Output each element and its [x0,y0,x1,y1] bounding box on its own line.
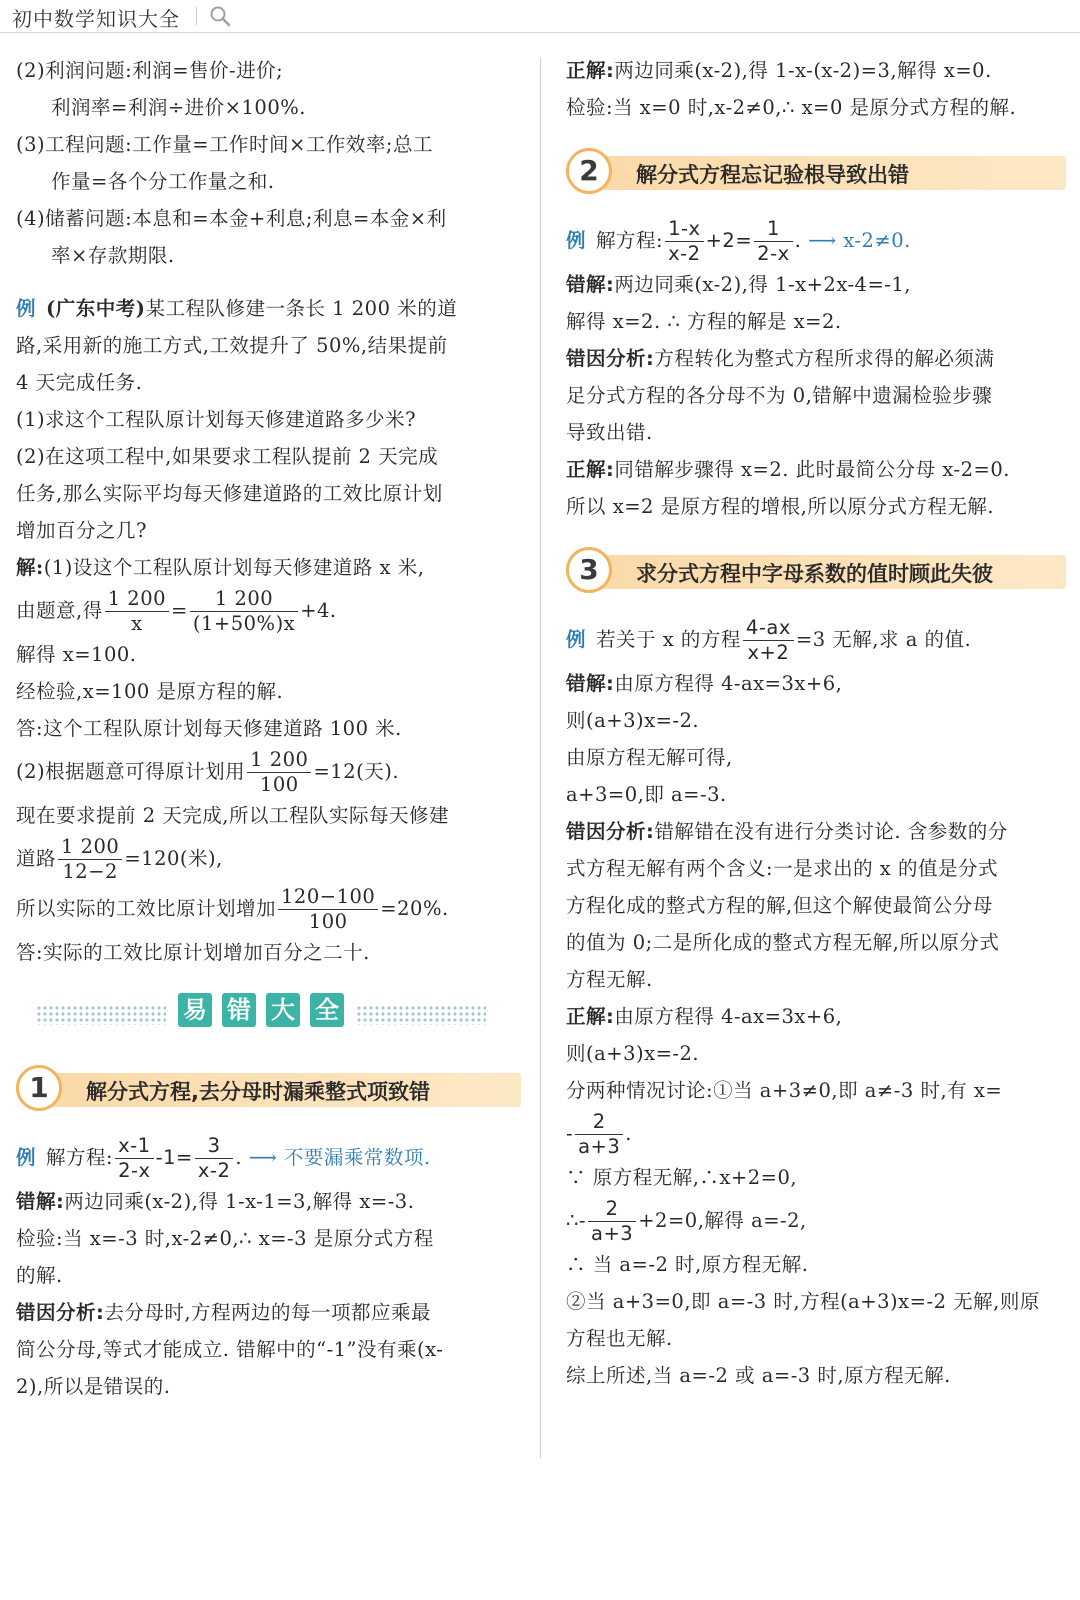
example-prefix: 若关于 x 的方程 [596,628,741,651]
error1-reason-1 [16,1294,521,1331]
banner-title: 解分式方程忘记验根导致出错 [636,163,909,187]
equation-1-suffix: +4. [300,599,337,622]
error-banner-3 [566,547,1066,595]
equation-end: . [794,229,802,252]
question-2a: (2)在这项工程中,如果要求工程队提前 2 天完成 [16,445,439,468]
heading-char: 大 [266,993,300,1027]
fraction-denominator: 100 [308,910,348,933]
solution-text-1: (1)设这个工程队原计划每天修建道路 x 米, [43,556,425,579]
fraction-numerator: 1 [754,217,792,242]
fraction [195,1134,233,1183]
error1-correct [566,52,1066,89]
fraction [115,1134,153,1183]
part2-line-3 [16,834,521,884]
equation-end: . [625,1122,632,1145]
savings-line-2: 率×存款期限. [51,244,175,267]
equation-end: . [235,1146,243,1169]
heading-char: 易 [178,993,212,1027]
fraction [588,1197,636,1246]
correct-label: 正解: [566,59,615,82]
error1-check-2: 的解. [16,1264,63,1287]
therefore-minus: ∴- [566,1209,586,1232]
correct-label: 正解: [566,1005,615,1028]
fraction [105,587,169,636]
column-divider [540,58,541,1458]
fraction-numerator: 1 200 [105,587,169,612]
search-icon[interactable] [208,4,234,28]
part2c-prefix: 道路 [16,847,57,870]
fraction-numerator: 1 200 [247,748,311,773]
error2-wrong-1 [566,266,1066,303]
fraction [665,217,703,266]
part2-line-4 [16,884,521,934]
fraction-denominator: a+3 [591,1222,634,1245]
profit-line-2: 利润率=利润÷进价×100%. [51,96,306,119]
fraction-numerator: 2 [575,1110,623,1135]
error3-wrong-3: 由原方程无解可得, [566,746,733,769]
fraction-numerator: 3 [195,1134,233,1159]
example-prefix: 解方程: [596,229,664,252]
wrong-text: 两边同乘(x-2),得 1-x+2x-4=-1, [614,273,911,296]
error-banner-2 [566,148,1066,196]
dots-decoration-right [356,1005,486,1025]
fraction-denominator: x+2 [747,641,790,664]
error2-reason-1 [566,340,1066,377]
equals-sign: = [171,599,188,622]
wrong-label: 错解: [566,273,615,296]
banner-number: 2 [566,148,612,194]
wrong-text: 两边同乘(x-2),得 1-x-1=3,解得 x=-3. [64,1190,415,1213]
error3-example [566,615,1066,665]
error3-correct-8b: 方程也无解. [566,1327,673,1350]
fraction [58,835,122,884]
example-text-3: 4 天完成任务. [16,371,143,394]
question-1: (1)求这个工程队原计划每天修建道路多少米? [16,408,417,431]
question-2c: 增加百分之几? [16,519,147,542]
fraction [278,885,378,934]
question-2b: 任务,那么实际平均每天修建道路的工效比原计划 [16,482,443,505]
fraction [247,748,311,797]
part2-suffix: =12(天). [313,760,400,783]
fraction-denominator: (1+50%)x [192,612,296,635]
title-separator [196,7,197,25]
annotation-note: ⟶ x-2≠0. [808,229,911,252]
error1-check-1: 检验:当 x=-3 时,x-2≠0,∴ x=-3 是原分式方程 [16,1227,434,1250]
correct-text: 由原方程得 4-ax=3x+6, [614,1005,843,1028]
engineering-line-2: 作量=各个分工作量之和. [51,170,275,193]
equation-suffix: +2=0,解得 a=-2, [638,1209,807,1232]
fraction [743,616,794,665]
fraction-numerator: 1 200 [58,835,122,860]
fraction-numerator: 1 200 [190,587,298,612]
equation-1 [16,586,521,636]
right-column [566,52,1066,1394]
error3-correct-5: ∵ 原方程无解,∴x+2=0, [566,1166,798,1189]
section-heading-yicuo [16,989,521,1043]
equation-middle: +2= [705,229,753,252]
reason-text: 错解错在没有进行分类讨论. 含参数的分 [654,820,1008,843]
error2-correct-2: 所以 x=2 是原方程的增根,所以原分式方程无解. [566,495,995,518]
fraction [754,217,792,266]
dots-decoration-left [36,1005,166,1025]
left-column [16,52,521,1405]
part2-prefix: (2)根据题意可得原计划用 [16,760,246,783]
error1-reason-3: 2),所以是错误的. [16,1375,171,1398]
equation-1-prefix: 由题意,得 [16,599,103,622]
example-intro [16,290,521,327]
solution-line-4: 经检验,x=100 是原方程的解. [16,680,284,703]
example-label: 例 [566,628,587,651]
error3-reason-4: 的值为 0;二是所化成的整式方程无解,所以原分式 [566,931,1000,954]
fraction-numerator: 2 [588,1197,636,1222]
correct-label: 正解: [566,458,615,481]
profit-line-1: (2)利润问题:利润=售价-进价; [16,59,284,82]
fraction-numerator: 4-ax [743,616,794,641]
error3-correct-6 [566,1196,1066,1246]
part2-answer: 答:实际的工效比原计划增加百分之二十. [16,941,370,964]
error3-reason-1 [566,813,1066,850]
error1-correct-check: 检验:当 x=0 时,x-2≠0,∴ x=0 是原分式方程的解. [566,96,1017,119]
fraction-numerator: 1-x [665,217,703,242]
fraction-denominator: 12−2 [62,860,118,883]
error3-correct-7: ∴ 当 a=-2 时,原方程无解. [566,1253,809,1276]
example-prefix: 解方程: [46,1146,114,1169]
error1-example [16,1133,521,1183]
error3-correct-1 [566,998,1066,1035]
example-source: (广东中考) [46,297,146,320]
banner-number: 3 [566,547,612,593]
error3-correct-8a: ②当 a+3=0,即 a=-3 时,方程(a+3)x=-2 无解,则原 [566,1290,1040,1313]
savings-line-1: (4)储蓄问题:本息和=本金+利息;利息=本金×利 [16,207,447,230]
section-heading-chars [173,993,349,1027]
error2-reason-3: 导致出错. [566,421,653,444]
reason-label: 错因分析: [566,820,655,843]
example-text-1: 某工程队修建一条长 1 200 米的道 [145,297,458,320]
solution-line-3: 解得 x=100. [16,643,137,666]
error2-wrong-2: 解得 x=2. ∴ 方程的解是 x=2. [566,310,842,333]
error3-conclusion: 综上所述,当 a=-2 或 a=-3 时,原方程无解. [566,1364,951,1387]
error2-reason-2: 足分式方程的各分母不为 0,错解中遗漏检验步骤 [566,384,993,407]
error3-reason-3: 方程化成的整式方程的解,但这个解使最简公分母 [566,894,993,917]
correct-text: 同错解步骤得 x=2. 此时最简公分母 x-2=0. [614,458,1010,481]
example-suffix: =3 无解,求 a 的值. [795,628,972,651]
part2-line-1 [16,747,521,797]
error3-wrong-1 [566,665,1066,702]
fraction-denominator: x-2 [668,242,701,265]
fraction [575,1110,623,1159]
error3-reason-2: 式方程无解有两个含义:一是求出的 x 的值是分式 [566,857,998,880]
error3-correct-3: 分两种情况讨论:①当 a+3≠0,即 a≠-3 时,有 x= [566,1079,1003,1102]
fraction-denominator: 100 [259,773,299,796]
engineering-line-1: (3)工程问题:工作量=工作时间×工作效率;总工 [16,133,433,156]
error3-reason-5: 方程无解. [566,968,653,991]
reason-text: 方程转化为整式方程所求得的解必须满 [654,347,995,370]
fraction-denominator: x [131,612,143,635]
fraction-numerator: x-1 [115,1134,153,1159]
part2d-suffix: =20%. [380,897,449,920]
heading-char: 全 [310,993,344,1027]
fraction-denominator: x-2 [197,1159,231,1182]
error2-correct-1 [566,451,1066,488]
reason-label: 错因分析: [16,1301,105,1324]
equation-middle: -1= [155,1146,193,1169]
fraction-denominator: 2-x [118,1159,151,1182]
heading-char: 错 [222,993,256,1027]
fraction-denominator: a+3 [578,1135,621,1158]
error3-correct-2: 则(a+3)x=-2. [566,1042,700,1065]
example-label: 例 [16,297,37,320]
example-label: 例 [16,1146,37,1169]
banner-title: 求分式方程中字母系数的值时顾此失彼 [636,562,993,586]
error2-example [566,216,1066,266]
correct-text: 两边同乘(x-2),得 1-x-(x-2)=3,解得 x=0. [614,59,992,82]
part2-line-2: 现在要求提前 2 天完成,所以工程队实际每天修建 [16,804,450,827]
example-text-2: 路,采用新的施工方式,工效提升了 50%,结果提前 [16,334,448,357]
wrong-label: 错解: [566,672,615,695]
reason-label: 错因分析: [566,347,655,370]
wrong-text: 由原方程得 4-ax=3x+6, [614,672,843,695]
error1-reason-2: 简公分母,等式才能成立. 错解中的“-1”没有乘(x- [16,1338,444,1361]
error1-wrong [16,1183,521,1220]
error3-wrong-4: a+3=0,即 a=-3. [566,783,727,806]
annotation-note: ⟶ 不要漏乘常数项. [248,1146,431,1169]
error-banner-1 [16,1065,521,1113]
wrong-label: 错解: [16,1190,65,1213]
fraction-numerator: 120−100 [278,885,378,910]
solution-label: 解: [16,556,44,579]
error3-wrong-2: 则(a+3)x=-2. [566,709,700,732]
example-label: 例 [566,229,587,252]
solution-line-5: 答:这个工程队原计划每天修建道路 100 米. [16,717,402,740]
fraction-denominator: 2-x [757,242,790,265]
banner-number: 1 [16,1065,62,1111]
minus-sign: - [566,1122,574,1145]
part2c-suffix: =120(米), [124,847,223,870]
solution-line-1 [16,549,521,586]
app-title: 初中数学知识大全 [12,7,180,31]
part2d-prefix: 所以实际的工效比原计划增加 [16,897,277,920]
reason-text: 去分母时,方程两边的每一项都应乘最 [104,1301,432,1324]
error3-correct-4 [566,1109,1066,1159]
top-bar [0,0,1080,33]
fraction [190,587,298,636]
banner-title: 解分式方程,去分母时漏乘整式项致错 [86,1080,430,1104]
